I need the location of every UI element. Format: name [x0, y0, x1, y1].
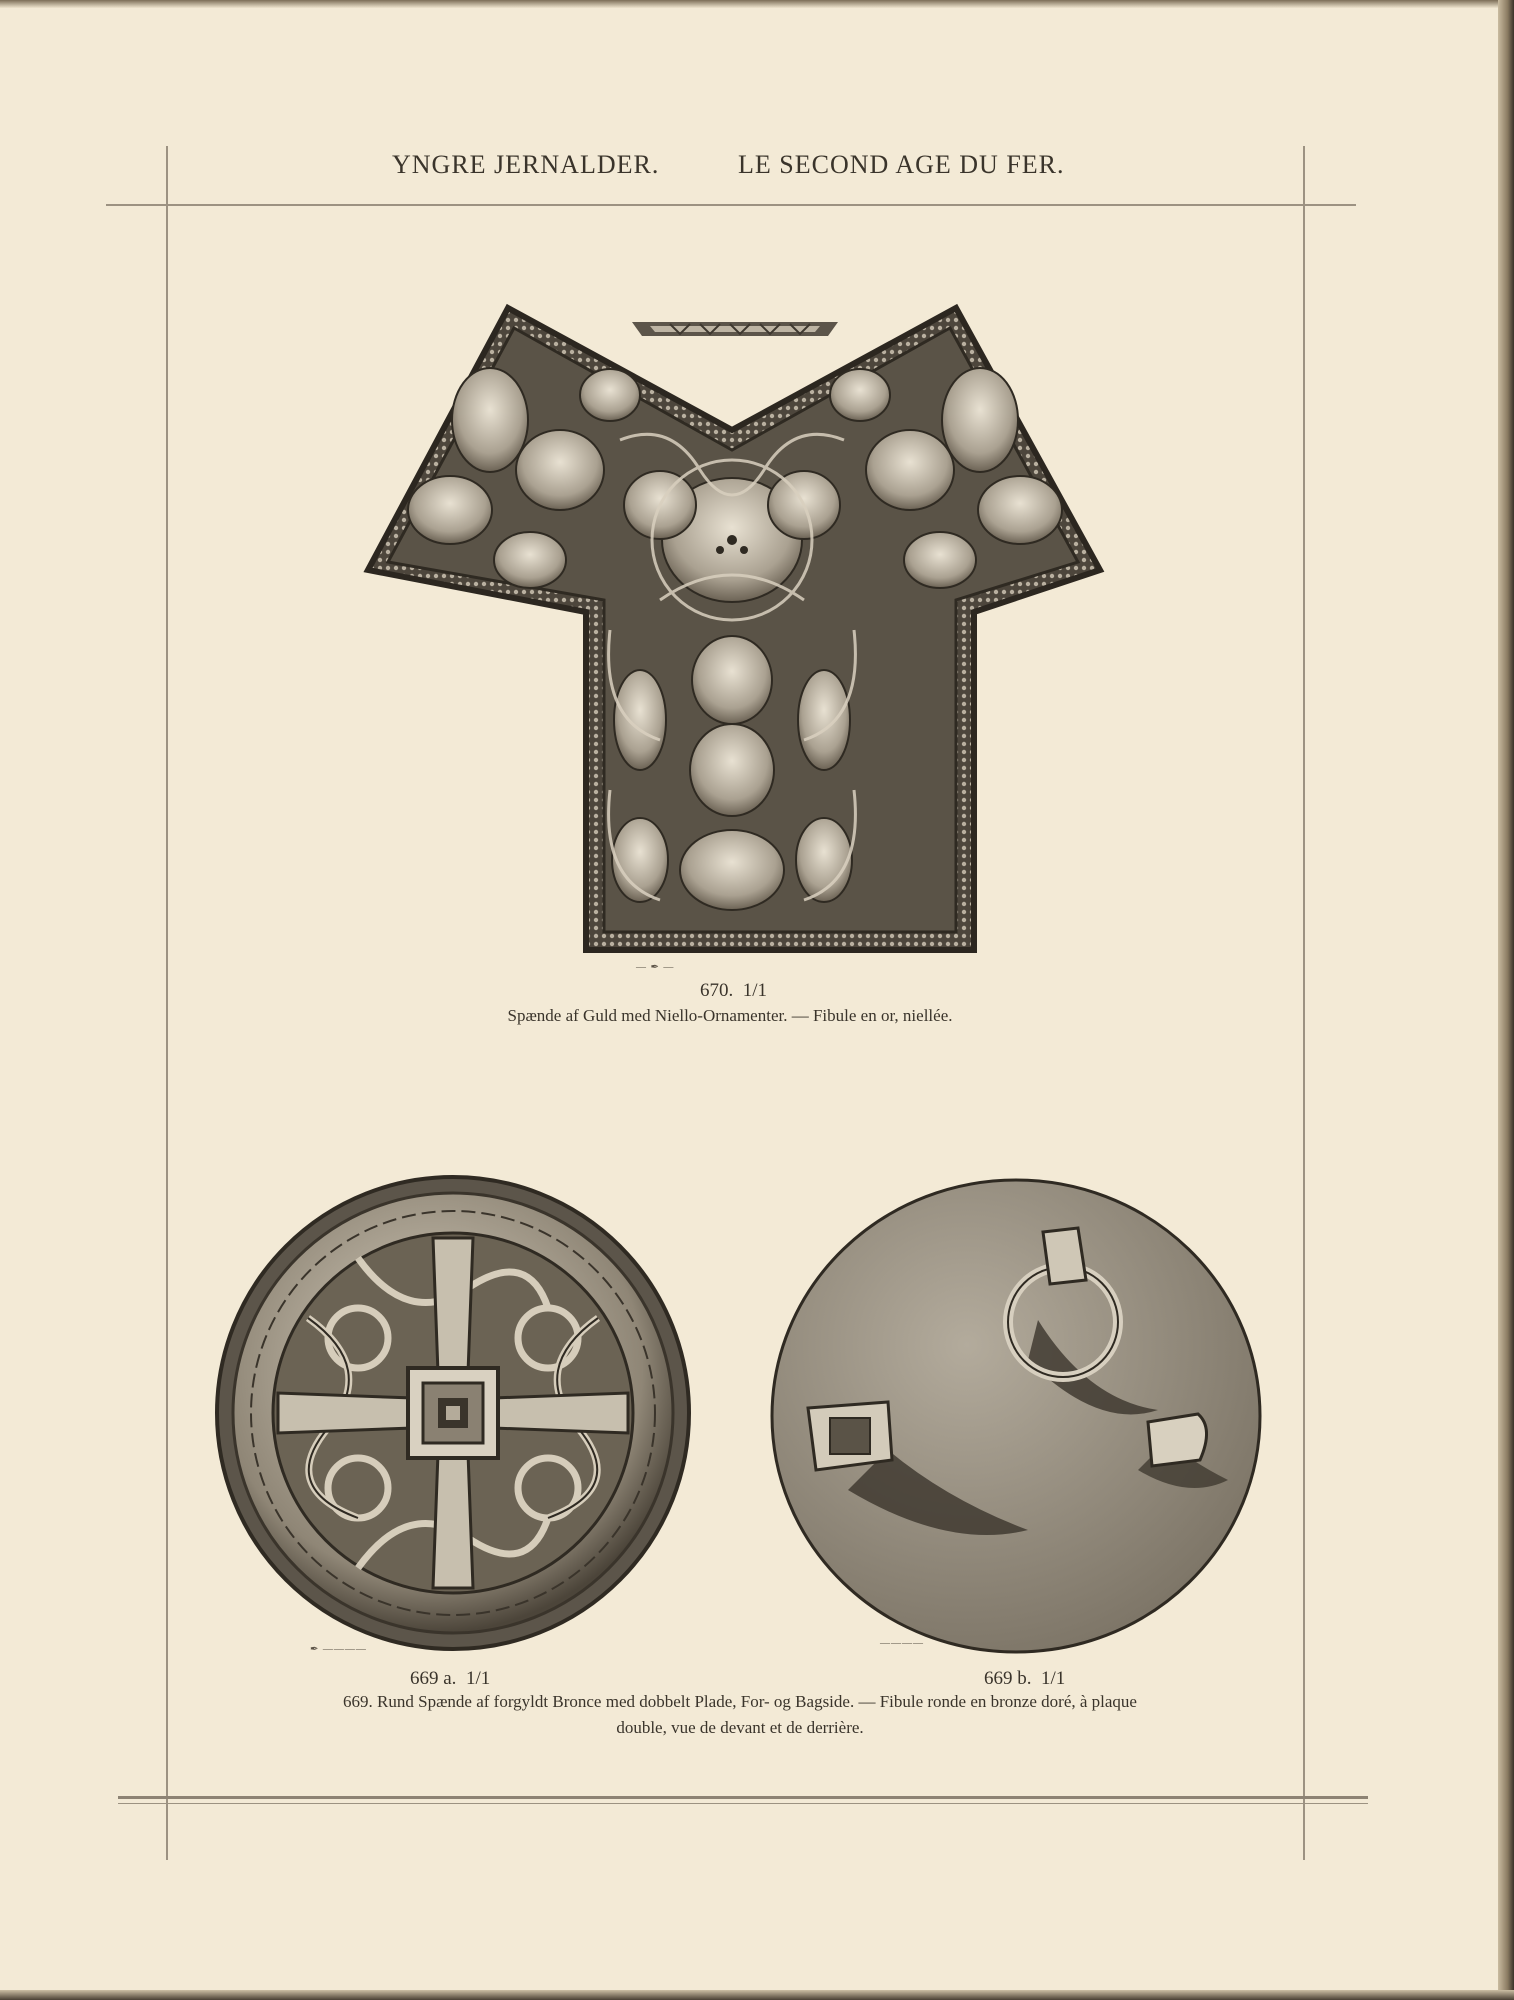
- figure-670-brooch-illustration: [360, 300, 1110, 970]
- figure-669a-number: [410, 1668, 490, 1690]
- engraver-signature-670: — ✒ —: [636, 962, 675, 973]
- page-top-edge: [0, 0, 1514, 8]
- figure-669a-number-text: 669 a.: [410, 1668, 457, 1689]
- running-head-french: LE SECOND AGE DU FER.: [738, 150, 1065, 179]
- figure-670-number-text: 670.: [700, 980, 734, 1001]
- frame-right-rule: [1303, 146, 1305, 1860]
- figure-669-caption-line-2: double, vue de devant et de derrière.: [616, 1718, 864, 1737]
- figure-670-number: [700, 980, 767, 1002]
- footer-rule-upper: [118, 1796, 1368, 1799]
- engraver-signature-669b: ————: [880, 1638, 924, 1649]
- page-right-edge: [1498, 0, 1514, 2000]
- frame-left-rule: [166, 146, 168, 1860]
- figure-670-caption: Spænde af Guld med Niello-Ornamenter. — Fibule en or, niellée.: [507, 1006, 953, 1025]
- footer-rule-lower: [118, 1803, 1368, 1804]
- figure-669a-scale: 1/1: [465, 1668, 491, 1689]
- figure-669b-number-text: 669 b.: [984, 1668, 1032, 1689]
- running-head-norwegian: YNGRE JERNALDER.: [392, 150, 660, 179]
- figure-669b-number: [984, 1668, 1065, 1690]
- figure-669a-brooch-front-illustration: [208, 1168, 698, 1658]
- pin-fragment: [632, 322, 838, 336]
- figure-670-scale: 1/1: [742, 980, 768, 1001]
- figure-669b-scale: 1/1: [1041, 1668, 1066, 1689]
- header-rule: [106, 204, 1356, 206]
- figure-669b-brooch-back-illustration: [768, 1170, 1268, 1660]
- figure-669-caption-line-1: 669. Rund Spænde af forgyldt Bronce med dobbelt Plade, For- og Bagside. — Fibule ronde en bronze doré, à plaque: [343, 1692, 1137, 1711]
- engraver-signature-669a: ✒ ————: [310, 1644, 367, 1655]
- page-bottom-edge: [0, 1990, 1514, 2000]
